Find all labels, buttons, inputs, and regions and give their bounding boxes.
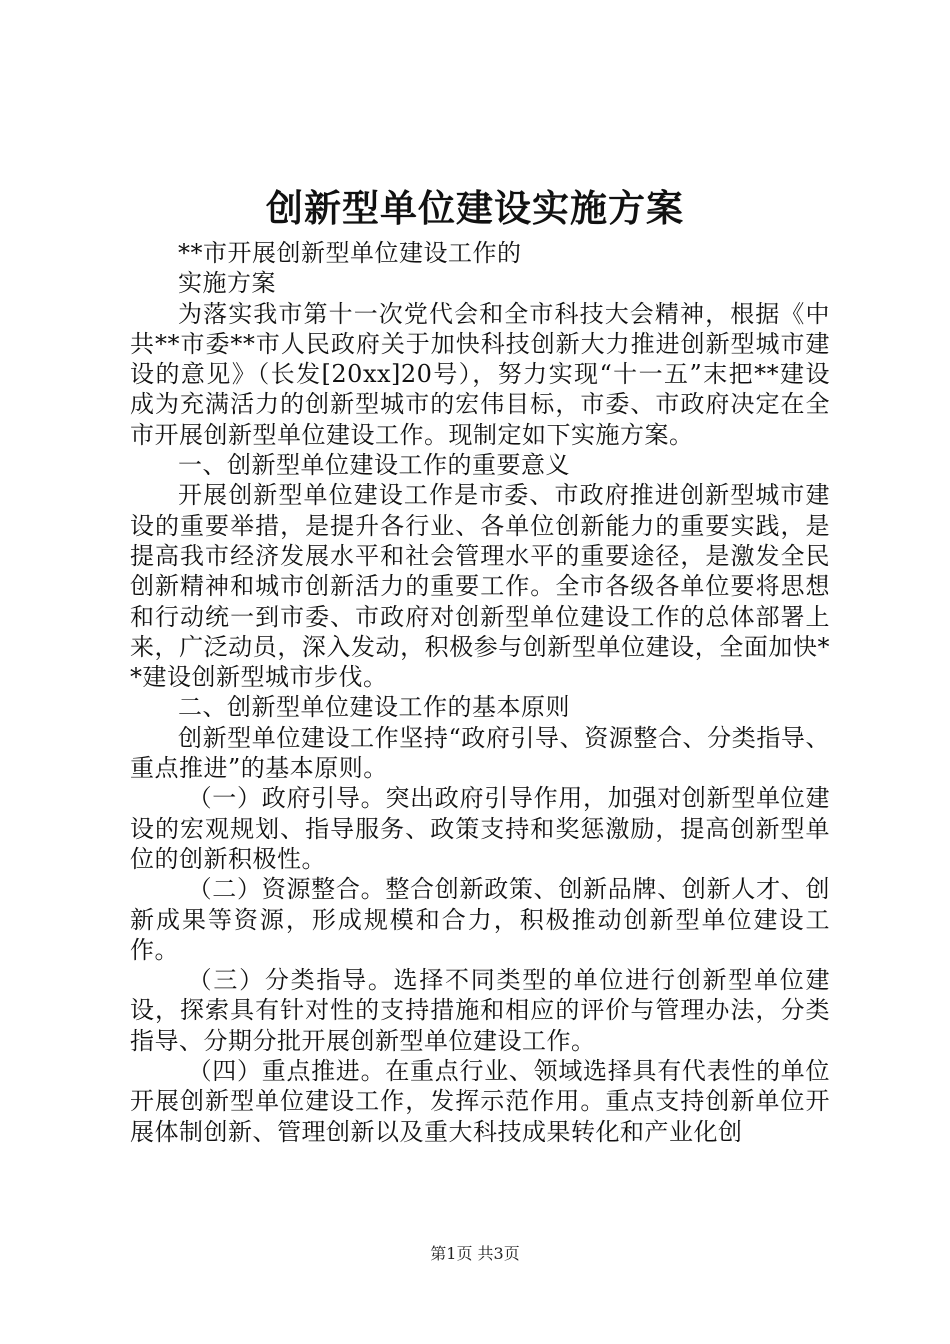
- page-title: 创新型单位建设实施方案: [266, 186, 684, 230]
- section-1-paragraph: 开展创新型单位建设工作是市委、市政府推进创新型城市建设的重要举措，是提升各行业、各单位创新能力的重要实践，是提高我市经济发展水平和社会管理水平的重要途径，是激发全民创新精神和城市创新活力的重要工作。全市各级各单位要将思想和行动统一到市委、市政府对创新型单位建设工作的总体部署上来，广泛动员，深入发动，积极参与创新型单位建设，全面加快**建设创新型城市步伐。: [130, 481, 830, 692]
- subtitle-line-1: **市开展创新型单位建设工作的: [178, 239, 522, 267]
- principle-1-paragraph: （一）政府引导。突出政府引导作用，加强对创新型单位建设的宏观规划、指导服务、政策支持和奖惩激励，提高创新型单位的创新积极性。: [130, 784, 830, 873]
- principle-3-paragraph: （三）分类指导。选择不同类型的单位进行创新型单位建设，探索具有针对性的支持措施和相应的评价与管理办法，分类指导、分期分批开展创新型单位建设工作。: [130, 966, 830, 1055]
- page-footer: 第1页 共3页: [430, 1244, 520, 1263]
- section-heading-1: 一、创新型单位建设工作的重要意义: [178, 451, 570, 480]
- intro-paragraph: 为落实我市第十一次党代会和全市科技大会精神，根据《中共**市委**市人民政府关于加快科技创新大力推进创新型城市建设的意见》（长发[20xx]20号），努力实现“十一五”末把**建设成为充满活力的创新型城市的宏伟目标，市委、市政府决定在全市开展创新型单位建设工作。现制定如下实施方案。: [130, 299, 830, 449]
- principle-2-paragraph: （二）资源整合。整合创新政策、创新品牌、创新人才、创新成果等资源，形成规模和合力，积极推动创新型单位建设工作。: [130, 875, 830, 964]
- document-body: [130, 238, 830, 1147]
- principle-4-paragraph: （四）重点推进。在重点行业、领域选择具有代表性的单位开展创新型单位建设工作，发挥示范作用。重点支持创新单位开展体制创新、管理创新以及重大科技成果转化和产业化创: [130, 1057, 830, 1146]
- section-heading-2: 二、创新型单位建设工作的基本原则: [178, 693, 570, 722]
- subtitle-line-2: 实施方案: [178, 269, 276, 298]
- section-2-paragraph: 创新型单位建设工作坚持“政府引导、资源整合、分类指导、重点推进”的基本原则。: [130, 723, 830, 783]
